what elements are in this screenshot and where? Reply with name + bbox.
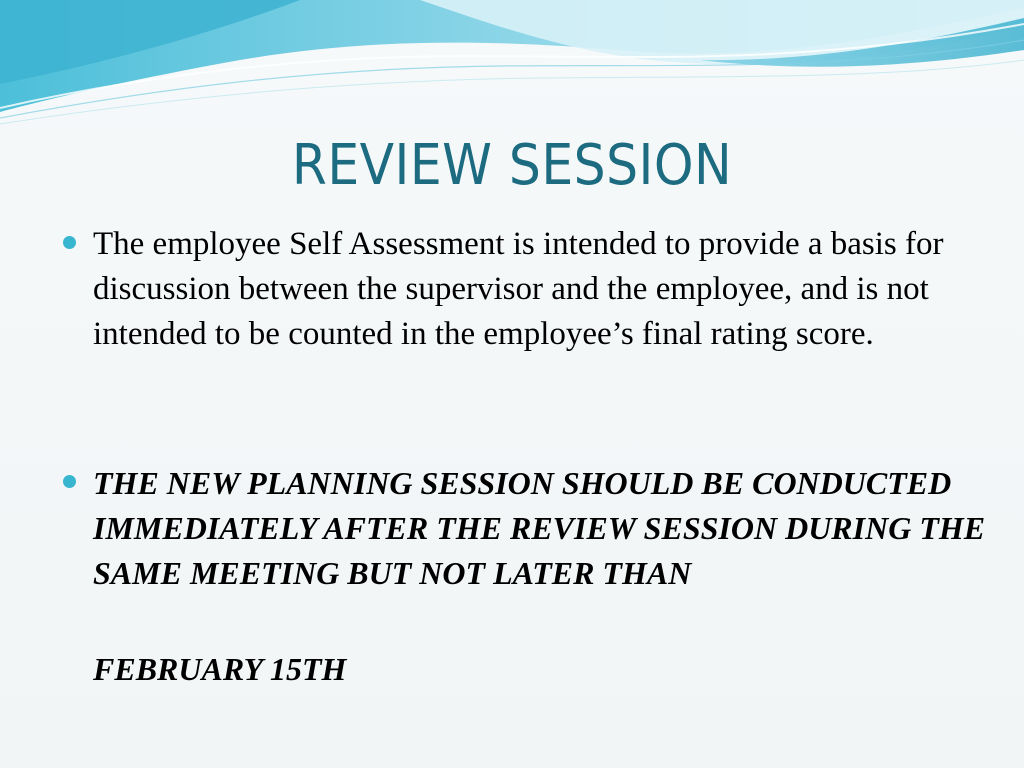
bullet-item: [60, 222, 990, 357]
bullet-icon: [63, 236, 76, 249]
bullet-item: [60, 461, 990, 596]
deadline-date: FEBRUARY 15TH: [93, 651, 347, 687]
bullet-text: THE NEW PLANNING SESSION SHOULD BE CONDUCTED IMMEDIATELY AFTER THE REVIEW SESSION DURING THE SAME MEETING BUT NOT LATER THAN: [93, 465, 986, 591]
bullet-icon: [63, 475, 76, 488]
bullet-text: The employee Self Assessment is intended to provide a basis for discussion between the supervisor and the employee, and is not intended to be counted in the employee’s final rating score.: [93, 226, 944, 352]
slide-title: REVIEW SESSION: [291, 133, 733, 198]
header-wave-decoration: [0, 0, 1024, 130]
